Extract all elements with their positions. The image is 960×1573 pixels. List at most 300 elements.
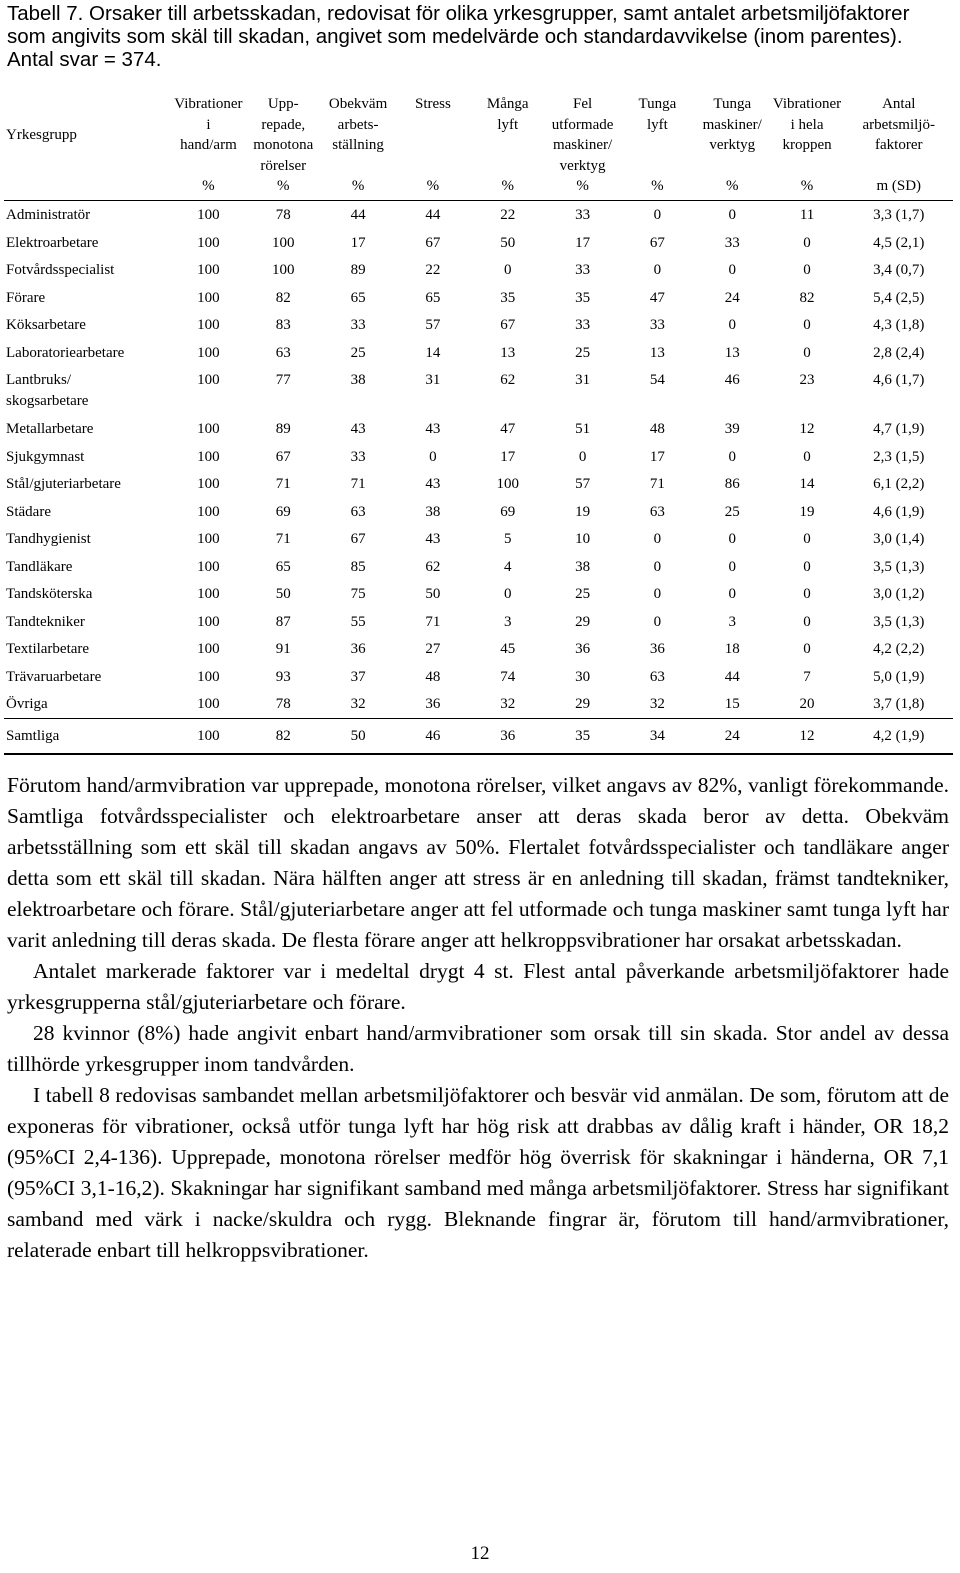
table-cell: 82 [799, 289, 815, 306]
table-row [4, 201, 953, 230]
table-row [4, 257, 953, 285]
table-cell: 65 [275, 558, 291, 575]
table-cell: 31 [575, 371, 591, 388]
table-cell: 33 [350, 448, 366, 465]
table-caption: Tabell 7. Orsaker till arbetsskadan, redovisat för olika yrkesgrupper, samt antalet arbetsmiljöfaktorer som angivits som skäl till skadan, angivet som medelvärde och standardavvikelse (inom parentes). Antal svar = 374. [7, 2, 910, 71]
row-label-line: Administratör [6, 207, 91, 223]
table-row [4, 312, 953, 340]
column-header-line: Fel [572, 96, 593, 112]
table-cell: 4 [503, 558, 512, 575]
row-label-line: Köksarbetare [6, 317, 86, 334]
row-label [4, 581, 171, 609]
table-cell: 19 [799, 503, 815, 520]
row-label [4, 526, 171, 554]
table-cell: 71 [649, 476, 665, 493]
table-row [4, 719, 953, 755]
table-cell: 100 [197, 421, 220, 438]
table-cell: 0 [803, 317, 811, 334]
body-text [7, 770, 949, 1266]
table-cell: 100 [197, 586, 220, 603]
row-label-line: Övriga [6, 696, 48, 713]
table-cell: 2,8 (2,4) [873, 344, 925, 361]
table-cell: 31 [425, 371, 441, 388]
table-cell: 91 [275, 641, 291, 658]
column-header [246, 90, 321, 176]
row-label-line: Elektroarbetare [6, 234, 99, 251]
table-cell: 27 [425, 641, 441, 658]
table-cell: 30 [575, 668, 591, 685]
column-unit: % [171, 176, 246, 201]
table-cell: 13 [649, 344, 665, 361]
table-cell: 3,0 (1,4) [873, 531, 925, 548]
table-row [4, 553, 953, 581]
table-cell: 0 [503, 262, 512, 279]
table-cell: 43 [425, 476, 441, 493]
column-header [844, 90, 953, 176]
table-cell: 35 [500, 289, 516, 306]
table-cell: 82 [246, 719, 321, 755]
table-cell: 100 [197, 289, 220, 306]
table-cell: 48 [425, 668, 441, 685]
table-row [4, 608, 953, 636]
row-label [4, 201, 171, 230]
table-cell: 3,5 (1,3) [873, 558, 925, 575]
table-cell: 3,4 (0,7) [873, 262, 925, 279]
table-cell: 67 [425, 234, 441, 251]
table-cell: 0 [429, 448, 437, 465]
body-paragraph: I tabell 8 redovisas sambandet mellan arbetsmiljöfaktorer och besvär vid anmälan. De som, förutom att de exponeras för vibrationer, också utför tunga lyft har hög risk att drabbas av dålig kraft i händer, OR 18,2 (95%CI 2,4-136). Upprepade, monotona rörelser medför hög överrisk för skakningar i händerna, OR 7,1 (95%CI 3,1-16,2). Skakningar har signifikant samband med många arbetsmiljöfaktorer. Stress har signifikant samband med värk i nacke/skuldra och rygg. Bleknande fingrar är, förutom till hand/armvibrationer, relaterade enbart till helkroppsvibrationer. [7, 1083, 949, 1262]
table-cell: 3 [503, 613, 512, 630]
table-cell: 89 [275, 421, 291, 438]
column-header-line: verktyg [709, 137, 756, 153]
table-cell: 25 [575, 344, 591, 361]
row-label [4, 636, 171, 664]
table-cell: 22 [425, 262, 441, 279]
table-cell: 0 [653, 586, 662, 603]
row-label [4, 471, 171, 499]
column-header-line: Stress [414, 96, 451, 112]
table-cell: 54 [649, 371, 665, 388]
table-cell: 4,3 (1,8) [873, 317, 925, 334]
table-row [4, 636, 953, 664]
column-header-line: utformade [551, 116, 614, 133]
column-header-line: maskiner/ [552, 137, 613, 153]
row-label [4, 553, 171, 581]
table-cell: 38 [350, 371, 366, 388]
table-cell: 38 [425, 503, 441, 520]
table-cell: 85 [350, 558, 366, 575]
column-header-line: i hela [790, 116, 824, 133]
table-cell: 62 [425, 558, 441, 575]
table-cell: 69 [500, 503, 516, 520]
table-cell: 24 [695, 719, 770, 755]
column-header-line: Vibrationer [174, 96, 243, 112]
table-cell: 13 [500, 344, 516, 361]
table-cell: 25 [575, 586, 591, 603]
column-header [620, 90, 695, 176]
row-label-line: Tandtekniker [6, 613, 85, 630]
table-cell: 100 [197, 531, 220, 548]
column-header-line: Tunga [638, 96, 677, 112]
table-cell: 100 [197, 613, 220, 630]
table-cell: 51 [575, 421, 591, 438]
table-unit-row [4, 176, 953, 201]
table-cell: 62 [500, 371, 516, 388]
table-cell: 44 [350, 207, 366, 223]
table-cell: 12 [799, 421, 815, 438]
table-cell: 29 [575, 613, 591, 630]
table-cell: 33 [575, 207, 591, 223]
row-label [4, 257, 171, 285]
table-row [4, 367, 953, 416]
table-cell: 19 [575, 503, 591, 520]
table-cell: 0 [653, 531, 662, 548]
column-unit: m (SD) [844, 176, 953, 201]
column-header-line: Upp- [267, 96, 299, 112]
table-cell: 65 [350, 289, 366, 306]
table-row [4, 471, 953, 499]
table-cell: 20 [799, 696, 815, 713]
column-header-line: lyft [646, 116, 668, 133]
table-cell: 87 [275, 613, 291, 630]
column-header-line: kroppen [782, 137, 832, 153]
table-cell: 48 [649, 421, 665, 438]
table-cell: 100 [197, 558, 220, 575]
table-cell: 4,2 (2,2) [873, 641, 925, 658]
table-cell: 75 [350, 586, 366, 603]
table-cell: 50 [500, 234, 516, 251]
row-label [4, 416, 171, 444]
table-cell: 100 [197, 234, 220, 251]
table-cell: 0 [803, 558, 811, 575]
group-header: Yrkesgrupp [6, 126, 77, 143]
column-header-line: faktorer [875, 137, 923, 153]
table-cell: 78 [275, 696, 291, 713]
table-cell: 63 [649, 503, 665, 520]
table-cell: 0 [653, 613, 662, 630]
table-cell: 33 [575, 317, 591, 334]
table-cell: 0 [653, 558, 662, 575]
table-cell: 14 [799, 476, 815, 493]
table-cell: 100 [197, 476, 220, 493]
table-header-row [4, 90, 953, 176]
column-header-line: lyft [497, 116, 519, 133]
table-cell: 47 [500, 421, 516, 438]
table-cell: 3 [728, 613, 736, 630]
table-cell: 7 [803, 668, 811, 685]
table-cell: 0 [803, 234, 811, 251]
table-row [4, 416, 953, 444]
table-cell: 35 [575, 289, 591, 306]
table-cell: 93 [275, 668, 291, 685]
table-cell: 32 [350, 696, 366, 713]
table-cell: 36 [350, 641, 366, 658]
table-cell: 43 [425, 421, 441, 438]
table-cell: 74 [500, 668, 516, 685]
row-label [4, 719, 171, 755]
table-row [4, 691, 953, 719]
table-cell: 100 [171, 719, 246, 755]
table-cell: 35 [545, 719, 620, 755]
table-cell: 83 [275, 317, 291, 334]
table-cell: 0 [728, 558, 736, 575]
table-cell: 0 [803, 262, 811, 279]
table-cell: 37 [350, 668, 366, 685]
table-cell: 12 [770, 719, 845, 755]
table-cell: 32 [500, 696, 516, 713]
table-row [4, 229, 953, 257]
table-cell: 34 [620, 719, 695, 755]
table-cell: 10 [575, 531, 591, 548]
table-cell: 0 [578, 448, 587, 465]
column-unit: % [770, 176, 845, 201]
table-cell: 57 [575, 476, 591, 493]
row-label-line: Städare [6, 503, 51, 520]
column-header-line: monotona [253, 137, 314, 153]
table-cell: 36 [649, 641, 665, 658]
table-cell: 0 [728, 531, 736, 548]
table-cell: 100 [197, 696, 220, 713]
table-cell: 86 [724, 476, 740, 493]
table-cell: 82 [275, 289, 291, 306]
table-cell: 11 [799, 207, 815, 223]
column-header [396, 90, 471, 176]
table-cell: 33 [350, 317, 366, 334]
table-cell: 78 [275, 207, 291, 223]
table-cell: 5 [503, 531, 512, 548]
table-cell: 4,6 (1,9) [873, 503, 925, 520]
table-cell: 3,5 (1,3) [873, 613, 925, 630]
body-paragraph: Antalet markerade faktorer var i medeltal drygt 4 st. Flest antal påverkande arbetsmiljöfaktorer hade yrkesgrupperna stål/gjuteriarbetare och förare. [7, 959, 949, 1014]
row-label [4, 608, 171, 636]
table-row [4, 581, 953, 609]
table-cell: 0 [803, 531, 811, 548]
table-cell: 47 [649, 289, 665, 306]
table-cell: 100 [197, 371, 220, 388]
row-label-line: Samtliga [6, 728, 60, 744]
row-label-line: Fotvårdsspecialist [6, 262, 115, 279]
table-body [4, 201, 953, 755]
body-paragraph: Förutom hand/armvibration var upprepade, monotona rörelser, vilket angavs av 82%, vanligt förekommande. Samtliga fotvårdsspecialister och elektroarbetare anser att deras skada beror av detta. Obekväm arbetsställning som ett skäl till skadan angavs av 50%. Flertalet fotvårdsspecialister och tandläkare anger detta som ett skäl till skadan. Nära hälften anger att stress är en anledning till skadan, främst tandtekniker, elektroarbetare och förare. Stål/gjuteriarbetare anger att fel utformade och tunga maskiner samt tunga lyft har varit anledning till deras skada. De flesta förare anger att helkroppsvibrationer har orsakat arbetsskadan. [7, 773, 949, 952]
table-row [4, 284, 953, 312]
column-unit: % [470, 176, 545, 201]
row-label [4, 284, 171, 312]
row-label-line: Tandläkare [6, 558, 73, 575]
table-cell: 100 [197, 344, 220, 361]
table-cell: 100 [272, 234, 295, 251]
table-cell: 71 [425, 613, 441, 630]
row-label-line: Textilarbetare [6, 641, 90, 658]
table-cell: 36 [575, 641, 591, 658]
row-label-line: Trävaruarbetare [6, 668, 102, 685]
column-header-line: repade, [261, 116, 306, 133]
table-cell: 67 [500, 317, 516, 334]
row-label-line: Laboratoriearbetare [6, 344, 125, 361]
table-cell: 46 [396, 719, 471, 755]
column-header-line: hand/arm [180, 137, 237, 153]
table-cell: 0 [803, 641, 811, 658]
column-unit: % [695, 176, 770, 201]
table-cell: 100 [197, 641, 220, 658]
table-cell: 33 [649, 317, 665, 334]
table-cell: 17 [649, 448, 665, 465]
table-cell: 3,0 (1,2) [873, 586, 925, 603]
table-cell: 24 [724, 289, 740, 306]
table-cell: 100 [272, 262, 295, 279]
causes-table [4, 90, 953, 755]
table-cell: 69 [275, 503, 291, 520]
table-cell: 17 [575, 234, 591, 251]
table-cell: 100 [197, 503, 220, 520]
table-cell: 25 [724, 503, 740, 520]
table-cell: 4,6 (1,7) [873, 371, 925, 388]
table-cell: 4,7 (1,9) [873, 421, 925, 438]
table-cell: 14 [425, 344, 441, 361]
table-cell: 0 [653, 207, 662, 223]
row-label-line: Tandsköterska [6, 586, 93, 603]
table-cell: 0 [803, 448, 811, 465]
table-cell: 2,3 (1,5) [873, 448, 925, 465]
table-cell: 67 [649, 234, 665, 251]
row-label [4, 229, 171, 257]
table-row [4, 498, 953, 526]
table-cell: 63 [275, 344, 291, 361]
table-cell: 29 [575, 696, 591, 713]
column-unit: % [321, 176, 396, 201]
row-label-line: skogsarbetare [6, 392, 89, 409]
table-cell: 0 [803, 613, 811, 630]
table-row [4, 663, 953, 691]
table-cell: 71 [350, 476, 366, 493]
table-cell: 33 [724, 234, 740, 251]
table-cell: 0 [653, 262, 662, 279]
table-cell: 0 [728, 262, 736, 279]
column-unit: % [396, 176, 471, 201]
column-header-line: Antal [882, 96, 916, 112]
table-cell: 4,5 (2,1) [873, 234, 925, 251]
table-cell: 77 [275, 371, 291, 388]
table-cell: 15 [724, 696, 740, 713]
table-cell: 0 [803, 586, 811, 603]
table-cell: 67 [275, 448, 291, 465]
table-cell: 5,4 (2,5) [873, 289, 925, 306]
table-cell: 100 [496, 476, 519, 493]
row-label [4, 312, 171, 340]
row-label [4, 663, 171, 691]
table-cell: 36 [470, 719, 545, 755]
column-header-line: verktyg [559, 157, 606, 174]
row-label-line: Stål/gjuteriarbetare [6, 476, 121, 493]
column-header [770, 90, 845, 176]
body-paragraph: 28 kvinnor (8%) hade angivit enbart hand/armvibrationer som orsak till sin skada. Stor andel av dessa tillhörde yrkesgrupper inom tandvården. [7, 1021, 949, 1076]
column-header-line: Många [486, 96, 529, 112]
column-unit: % [620, 176, 695, 201]
table-cell: 100 [197, 668, 220, 685]
row-label [4, 367, 171, 416]
column-header-line: maskiner/ [702, 116, 762, 133]
table-cell: 50 [275, 586, 291, 603]
table-cell: 71 [275, 476, 291, 493]
row-label-line: Förare [6, 289, 46, 306]
row-label-line: Lantbruks/ [6, 371, 71, 388]
row-label [4, 443, 171, 471]
table-cell: 67 [350, 531, 366, 548]
column-header-line: Obekväm [328, 96, 388, 112]
column-unit: % [545, 176, 620, 201]
table-cell: 3,3 (1,7) [873, 207, 925, 223]
table-cell: 3,7 (1,8) [873, 696, 925, 713]
table-cell: 39 [724, 421, 740, 438]
table-cell: 65 [425, 289, 441, 306]
table-row [4, 526, 953, 554]
table-cell: 55 [350, 613, 366, 630]
table-cell: 100 [197, 317, 220, 334]
table-cell: 18 [724, 641, 740, 658]
page-number: 12 [470, 1543, 490, 1564]
row-label [4, 691, 171, 719]
column-header [171, 90, 246, 176]
table-cell: 0 [503, 586, 512, 603]
table-cell: 22 [500, 207, 516, 223]
row-label [4, 339, 171, 367]
table-cell: 6,1 (2,2) [873, 476, 925, 493]
table-cell: 46 [724, 371, 740, 388]
row-label [4, 498, 171, 526]
table-cell: 0 [728, 317, 736, 334]
column-header [545, 90, 620, 176]
table-cell: 44 [724, 668, 740, 685]
table-cell: 63 [649, 668, 665, 685]
table-cell: 0 [728, 586, 736, 603]
table-cell: 100 [197, 448, 220, 465]
table-cell: 100 [197, 262, 220, 279]
table-cell: 32 [649, 696, 665, 713]
column-header-line: arbets- [337, 116, 379, 133]
column-unit: % [246, 176, 321, 201]
column-header-line: Vibrationer [772, 96, 842, 112]
column-header-line: i [206, 116, 211, 133]
column-header-line: ställning [332, 137, 384, 153]
table-cell: 50 [425, 586, 441, 603]
row-label-line: Metallarbetare [6, 421, 94, 438]
table-cell: 25 [350, 344, 366, 361]
table-cell: 0 [803, 344, 811, 361]
table-cell: 100 [197, 207, 220, 223]
table-cell: 89 [350, 262, 366, 279]
table-cell: 33 [575, 262, 591, 279]
table-cell: 0 [728, 448, 736, 465]
table-cell: 17 [500, 448, 516, 465]
column-header [695, 90, 770, 176]
table-row [4, 443, 953, 471]
table-cell: 45 [500, 641, 516, 658]
table-cell: 13 [724, 344, 740, 361]
row-label-line: Tandhygienist [6, 531, 91, 548]
table-cell: 36 [425, 696, 441, 713]
table-cell: 5,0 (1,9) [873, 668, 925, 685]
table-cell: 57 [425, 317, 441, 334]
table-cell: 44 [425, 207, 441, 223]
table-cell: 50 [321, 719, 396, 755]
table-cell: 0 [728, 207, 736, 223]
table-cell: 17 [350, 234, 366, 251]
table-cell: 43 [425, 531, 441, 548]
column-header [321, 90, 396, 176]
column-header-line: rörelser [260, 157, 307, 174]
table-cell: 23 [799, 371, 815, 388]
table-cell: 63 [350, 503, 366, 520]
table-cell: 4,2 (1,9) [844, 719, 953, 755]
